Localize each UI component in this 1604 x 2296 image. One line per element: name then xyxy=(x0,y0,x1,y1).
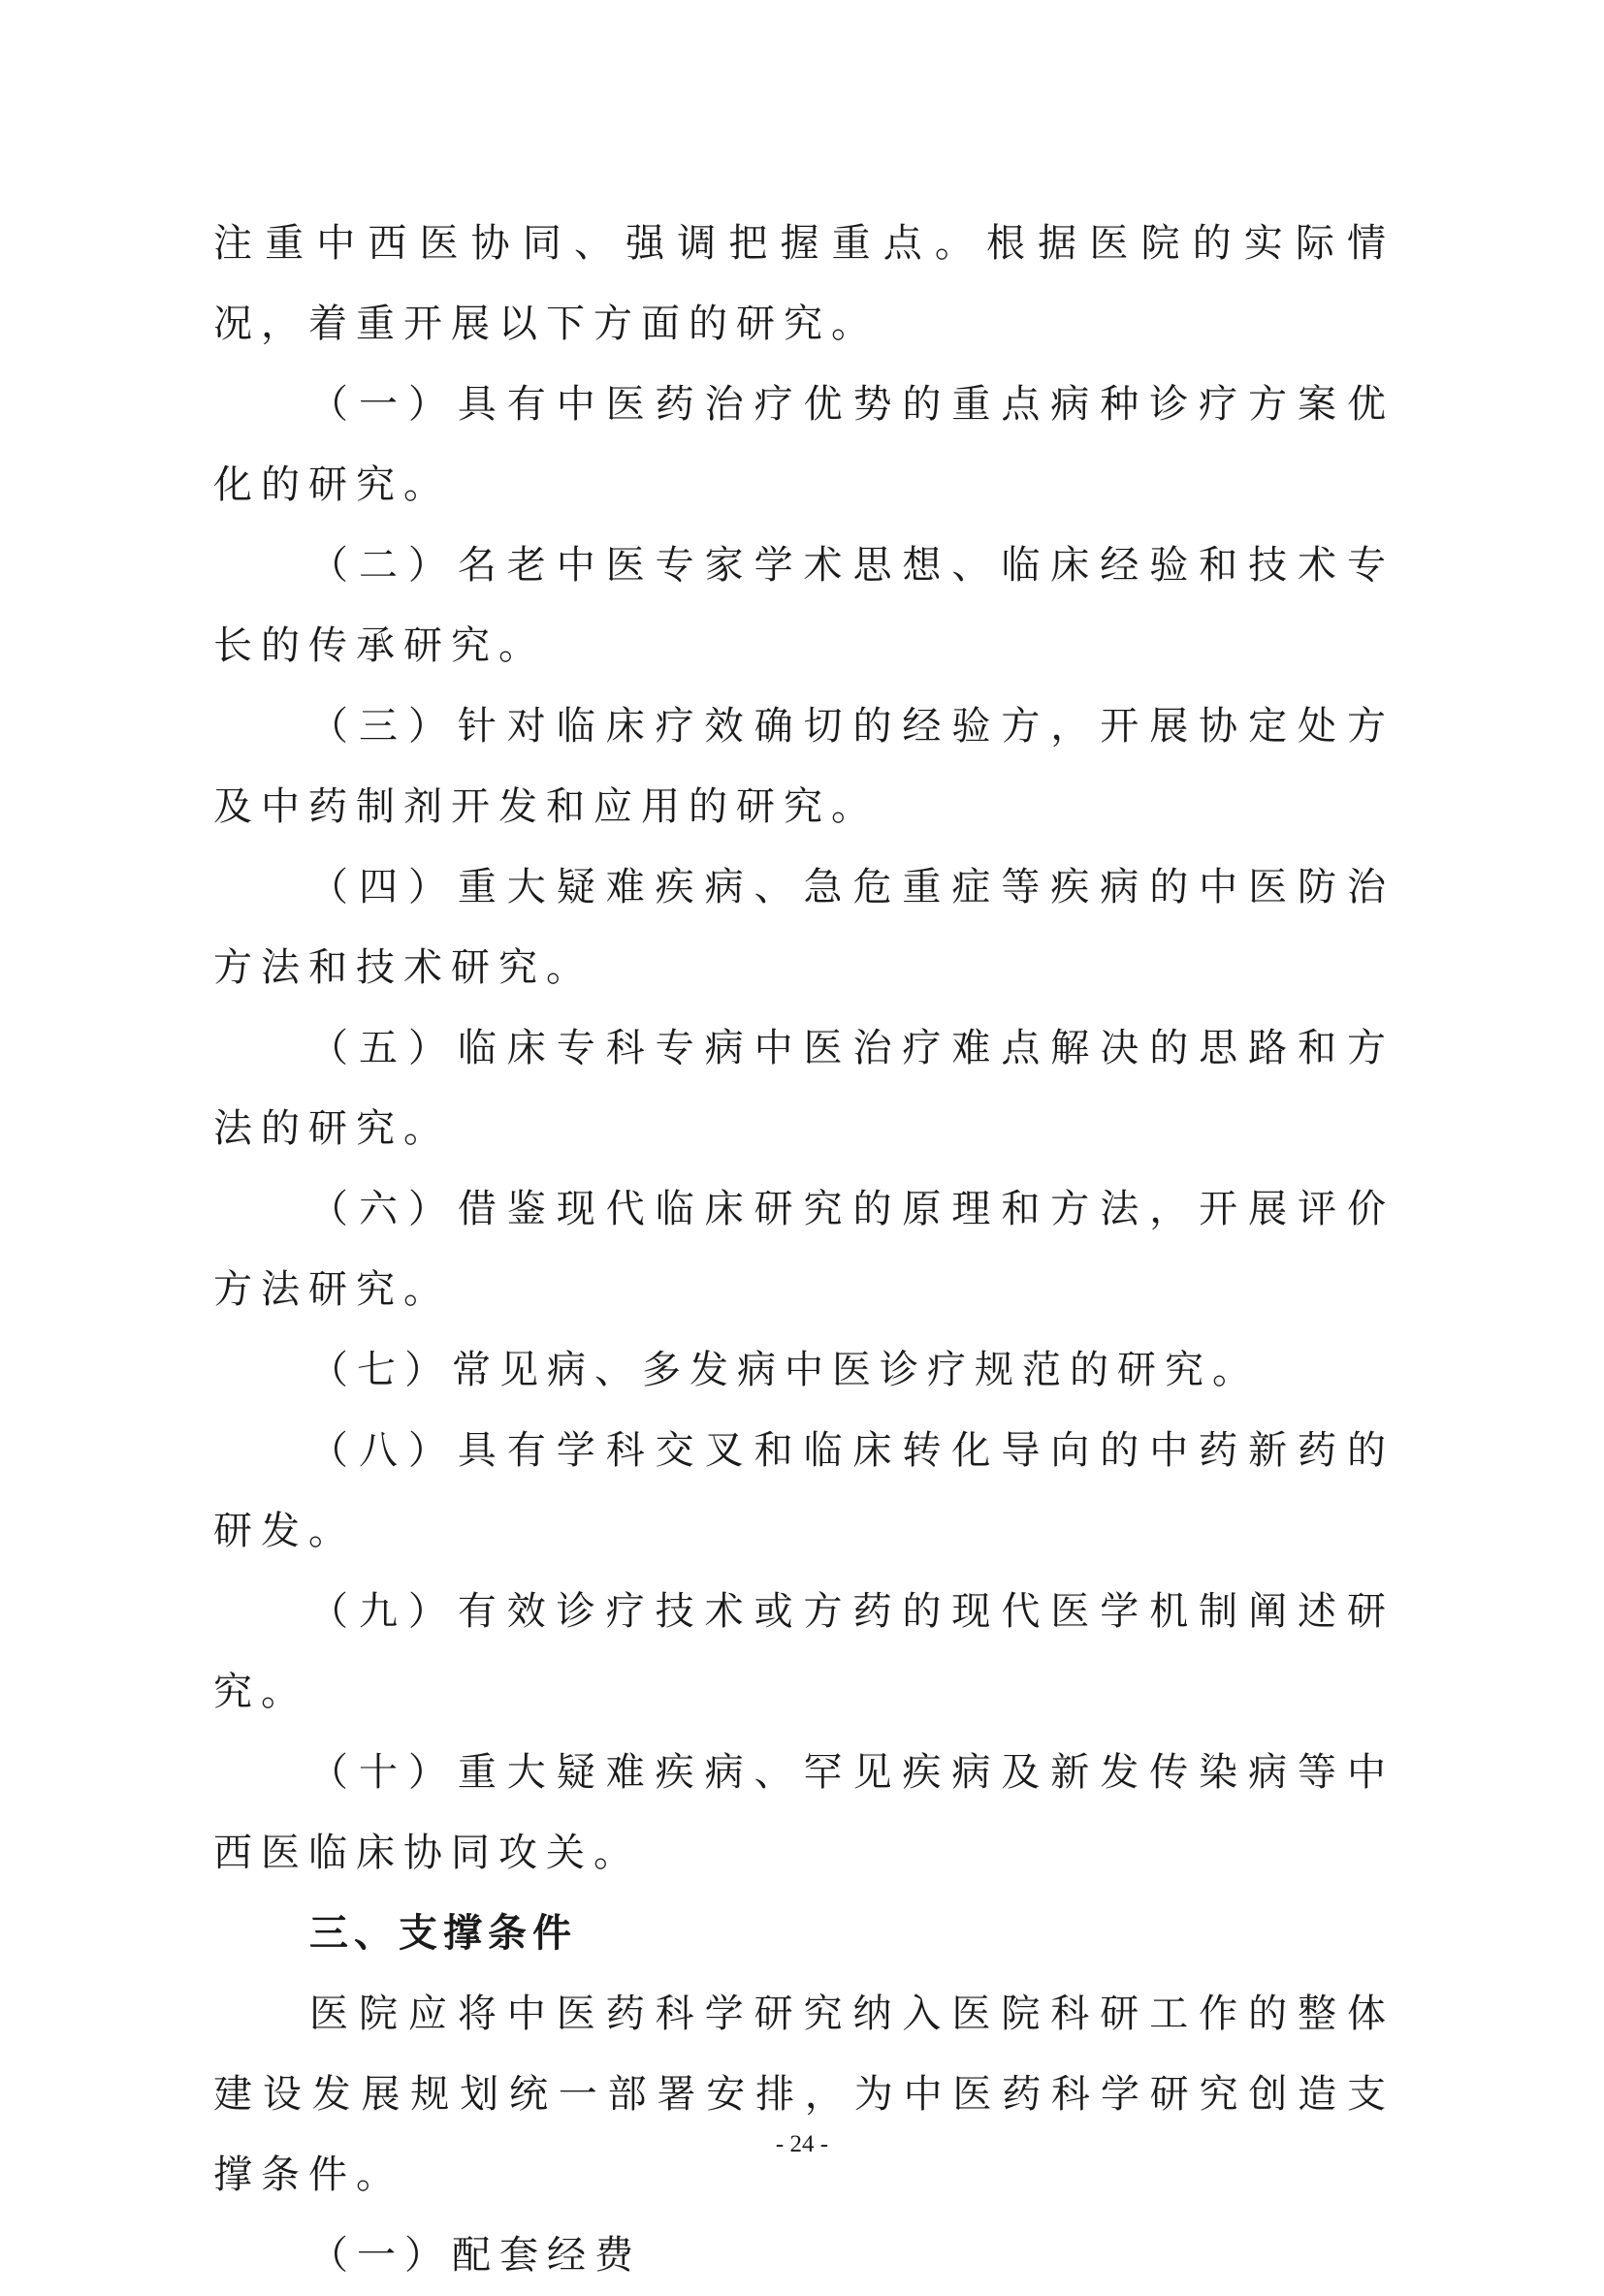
list-item-9: （九）有效诊疗技术或方药的现代医学机制阐述研究。 xyxy=(213,1589,1395,1714)
paragraph-intro-continuation: 注重中西医协同、强调把握重点。根据医院的实际情况，着重开展以下方面的研究。 xyxy=(213,221,1395,346)
list-item-3: （三）针对临床疗效确切的经验方，开展协定处方及中药制剂开发和应用的研究。 xyxy=(213,704,1395,829)
list-item-6: （六）借鉴现代临床研究的原理和方法，开展评价方法研究。 xyxy=(213,1187,1395,1312)
list-item-10: （十）重大疑难疾病、罕见疾病及新发传染病等中西医临床协同攻关。 xyxy=(213,1750,1395,1875)
page-number: - 24 - xyxy=(775,2131,829,2157)
list-item-7: （七）常见病、多发病中医诊疗规范的研究。 xyxy=(309,1348,1260,1392)
list-item-8: （八）具有学科交叉和临床转化导向的中药新药的研发。 xyxy=(213,1428,1395,1553)
list-item-1: （一）具有中医药治疗优势的重点病种诊疗方案优化的研究。 xyxy=(213,382,1395,507)
list-item-4: （四）重大疑难疾病、急危重症等疾病的中医防治方法和技术研究。 xyxy=(213,865,1395,990)
list-item-2: （二）名老中医专家学术思想、临床经验和技术专长的传承研究。 xyxy=(213,543,1395,668)
list-item-5: （五）临床专科专病中医治疗难点解决的思路和方法的研究。 xyxy=(213,1026,1395,1151)
section-intro-paragraph: 医院应将中医药科学研究纳入医院科研工作的整体建设发展规划统一部署安排，为中医药科学研究创造支撑条件。 xyxy=(213,1992,1395,2197)
body-text xyxy=(213,204,1395,2296)
subsection-heading: （一）配套经费 xyxy=(309,2233,642,2278)
section-heading: 三、支撑条件 xyxy=(309,1911,577,1956)
